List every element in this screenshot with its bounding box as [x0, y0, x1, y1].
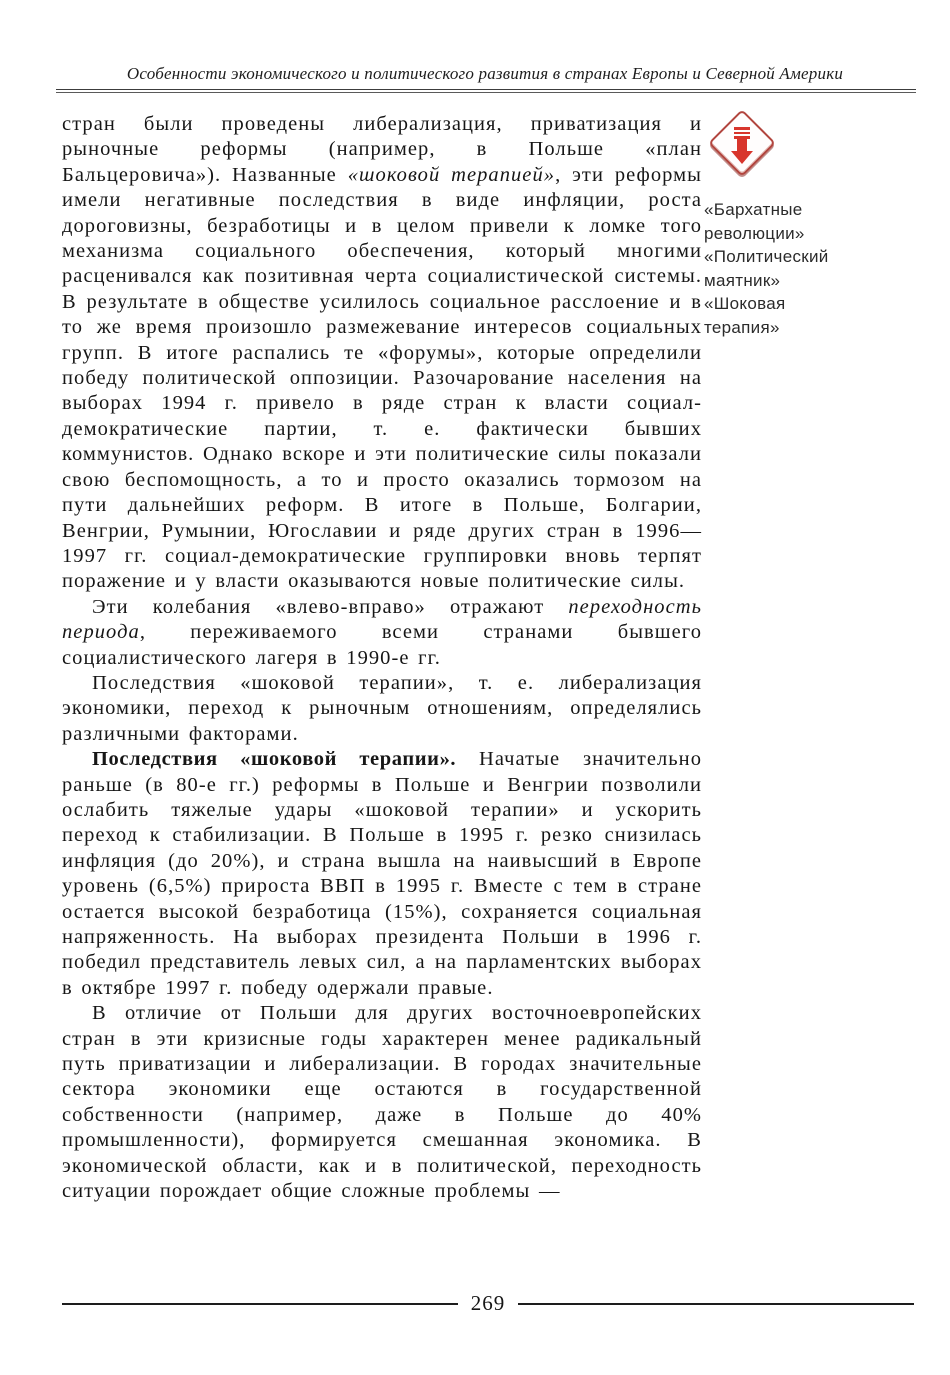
body-text: [62, 112, 702, 1204]
text-segment: , эти реформы имели негативные последствия в виде инфляции, роста дороговизны, безработицы и в целом привели к ломке того механизма социального обеспечения, который многими расценивался как позитивная черта социалистической системы. В результате в обществе усилилось социальное расслоение и в то же время произошло размежевание интересов социальных групп. В итоге распались те «форумы», которые определили победу политической оппозиции. Разочарование населения на выборах 1994 г. привело в ряде стран к власти социал-демократические партии, т. е. фактически бывших коммунистов. Однако вскоре и эти политические силы показали свою беспомощность, а то и просто оказались тормозом на пути дальнейших реформ. В итоге в Польше, Болгарии, Венгрии, Румынии, Югославии и ряде других стран в 1996—1997 гг. социал-демократические группировки вновь терпят поражение и у власти оказываются новые политические силы.: [62, 163, 702, 593]
paragraph: [62, 112, 702, 595]
text-segment: , переживаемого всеми странами бывшего социалистического лагеря в 1990-е гг.: [62, 621, 702, 669]
footer-rule-left: [62, 1303, 458, 1305]
key-terms-diamond-arrow-down-icon: [706, 106, 780, 186]
text-segment: В отличие от Польши для других восточноевропейских стран в эти кризисные годы характерен менее радикальный путь приватизации и либерализации. В городах значительные сектора экономики еще остаются в государственной собственности (например, даже в Польше до 40% промышленности), формируется смешанная экономика. В экономической области, как и в политической, переходность ситуации порождает общие сложные проблемы —: [62, 1002, 702, 1203]
paragraph: [62, 1001, 702, 1204]
paragraph: [62, 671, 702, 747]
text-segment: переходность периода: [62, 595, 702, 644]
sidebar-term: «Политический маятник»: [704, 247, 829, 290]
paragraph: [62, 747, 702, 1001]
sidebar-term: «Шоковая терапия»: [704, 294, 786, 337]
footer: [62, 1291, 914, 1316]
arrow-head: [731, 151, 753, 164]
text-segment: стран были проведены либерализация, приватизация и рыночные реформы (например, в Польше «план Бальцеровича»). Названные: [62, 113, 702, 186]
text-segment: Последствия «шоковой терапии».: [92, 748, 457, 771]
text-segment: Эти колебания «влево-вправо» отражают: [92, 595, 569, 618]
text-segment: «шоковой терапией»: [347, 163, 556, 186]
sidebar: [704, 106, 894, 339]
running-head: Особенности экономического и политического развития в странах Европы и Северной Америки: [126, 64, 844, 83]
text-segment: Начатые значительно раньше (в 80-е гг.) реформы в Польше и Венгрии позволили ослабить тяжелые удары «шоковой терапии» и ускорить переход к стабилизации. В Польше в 1995 г. резко снизилась инфляция (до 20%), и страна вышла на наивысший в Европе уровень (6,5%) прироста ВВП в 1995 г. Вместе с тем в стране остается высокой безработица (15%), сохраняется социальная напряженность. На выборах президента Польши в 1996 г. победил представитель левых сил, а на парламентских выборах в октябре 1997 г. победу одержали правые.: [62, 748, 703, 999]
paragraph: [62, 595, 702, 671]
sidebar-term: «Бархатные революции»: [704, 200, 805, 243]
text-segment: Последствия «шоковой терапии», т. е. либерализация экономики, переход к рыночным отношениям, определялись различными факторами.: [62, 671, 702, 745]
sidebar-terms: [704, 198, 856, 339]
footer-rule-right: [518, 1303, 914, 1305]
page-number: 269: [470, 1291, 506, 1315]
header-rule: [56, 89, 916, 93]
arrow-shaft: [737, 139, 747, 151]
